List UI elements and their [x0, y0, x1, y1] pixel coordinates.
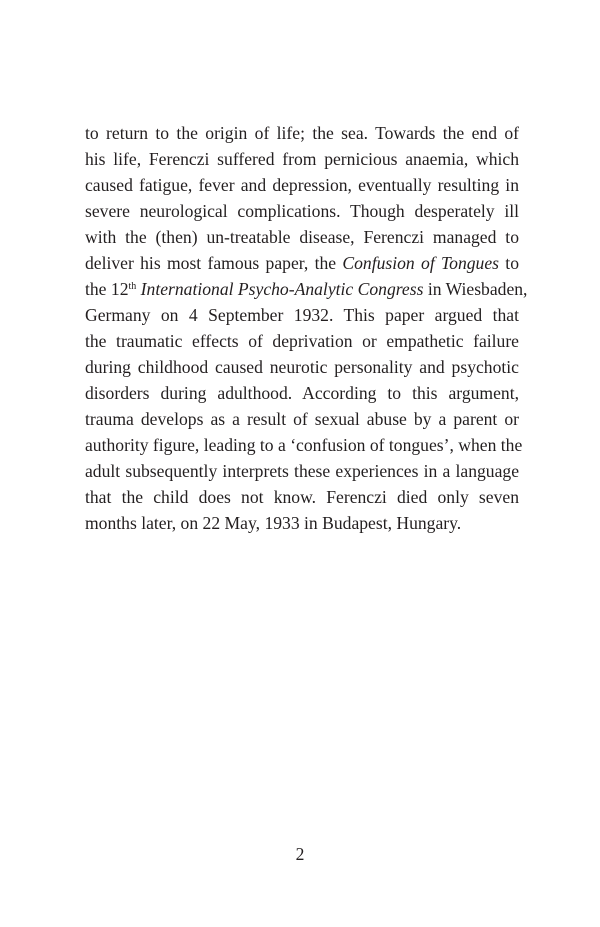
text-segment: the 12	[85, 279, 129, 299]
body-paragraph	[85, 120, 528, 536]
paper-title-italic: Confusion of Tongues	[342, 253, 500, 273]
text-line: his life, Ferenczi suffered from pernicious anaemia, which	[85, 149, 519, 169]
text-line: adult subsequently interprets these experiences in a language	[85, 461, 519, 481]
text-line: to return to the origin of life; the sea. Towards the end of	[85, 123, 519, 143]
text-line: Germany on 4 September 1932. This paper argued that	[85, 305, 519, 325]
text-segment: to	[499, 253, 519, 273]
ordinal-superscript: th	[128, 281, 137, 292]
text-line	[85, 250, 519, 276]
text-line: the traumatic effects of deprivation or empathetic failure	[85, 331, 519, 351]
text-line: during childhood caused neurotic personality and psychotic	[85, 357, 519, 377]
text-segment: in Wiesbaden,	[423, 279, 528, 299]
text-line: disorders during adulthood. According to this argument,	[85, 383, 519, 403]
text-line: months later, on 22 May, 1933 in Budapest, Hungary.	[85, 513, 462, 533]
text-line: caused fatigue, fever and depression, eventually resulting in	[85, 175, 519, 195]
text-line: with the (then) un-treatable disease, Ferenczi managed to	[85, 227, 519, 247]
text-line: that the child does not know. Ferenczi died only seven	[85, 487, 519, 507]
page-number: 2	[295, 844, 305, 864]
text-line: trauma develops as a result of sexual abuse by a parent or	[85, 409, 519, 429]
text-line	[85, 276, 528, 302]
text-line: authority figure, leading to a ‘confusion of tongues’, when the	[85, 435, 523, 455]
text-segment: deliver his most famous paper, the	[85, 253, 343, 273]
text-line: severe neurological complications. Though desperately ill	[85, 201, 519, 221]
congress-name-italic: International Psycho-Analytic Congress	[136, 279, 424, 299]
